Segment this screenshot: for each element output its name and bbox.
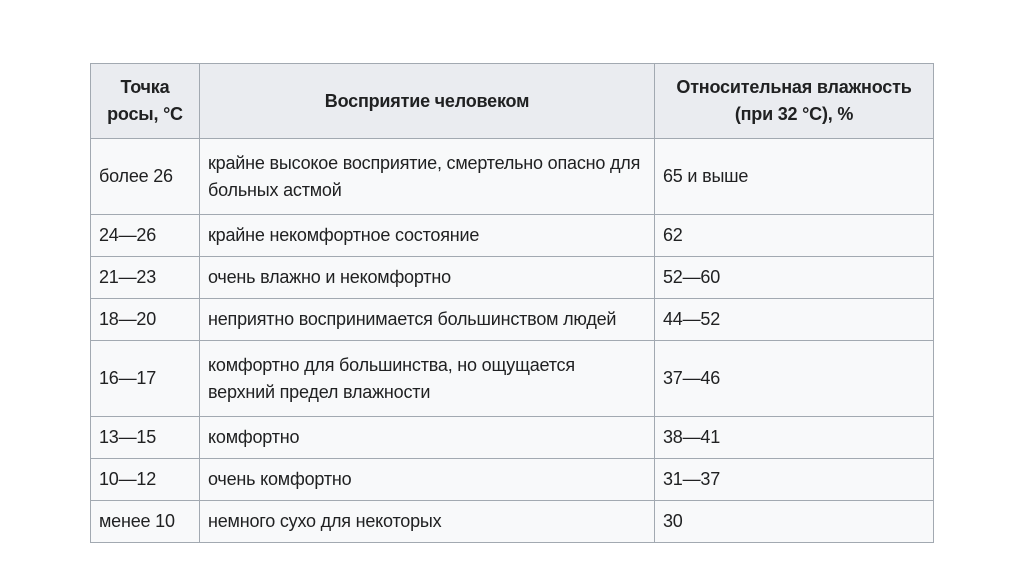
cell-humidity: 37—46 [655,341,934,417]
header-relative-humidity: Относительная влажность (при 32 °C), % [655,64,934,139]
cell-humidity: 52—60 [655,257,934,299]
cell-perception: очень влажно и некомфортно [200,257,655,299]
dew-point-table [90,63,934,543]
header-human-perception: Восприятие человеком [200,64,655,139]
cell-perception: крайне некомфортное состояние [200,215,655,257]
table-row [91,139,934,215]
table-row [91,257,934,299]
cell-perception: очень комфортно [200,459,655,501]
table-row [91,215,934,257]
header-dew-point: Точка росы, °C [91,64,200,139]
cell-humidity: 30 [655,501,934,543]
table-row [91,501,934,543]
cell-dew-point: 13—15 [91,417,200,459]
table-row [91,341,934,417]
cell-dew-point: менее 10 [91,501,200,543]
cell-perception: немного сухо для некоторых [200,501,655,543]
cell-perception: комфортно [200,417,655,459]
cell-perception: неприятно воспринимается большинством людей [200,299,655,341]
cell-humidity: 38—41 [655,417,934,459]
table-row [91,459,934,501]
table-header-row [91,64,934,139]
cell-dew-point: 16—17 [91,341,200,417]
cell-dew-point: 18—20 [91,299,200,341]
table-row [91,417,934,459]
table-row [91,299,934,341]
dew-point-table-container [90,63,933,543]
cell-humidity: 62 [655,215,934,257]
cell-dew-point: 24—26 [91,215,200,257]
cell-dew-point: 21—23 [91,257,200,299]
cell-dew-point: более 26 [91,139,200,215]
cell-humidity: 65 и выше [655,139,934,215]
cell-perception: крайне высокое восприятие, смертельно опасно для больных астмой [200,139,655,215]
cell-dew-point: 10—12 [91,459,200,501]
cell-humidity: 31—37 [655,459,934,501]
cell-perception: комфортно для большинства, но ощущается верхний предел влажности [200,341,655,417]
cell-humidity: 44—52 [655,299,934,341]
